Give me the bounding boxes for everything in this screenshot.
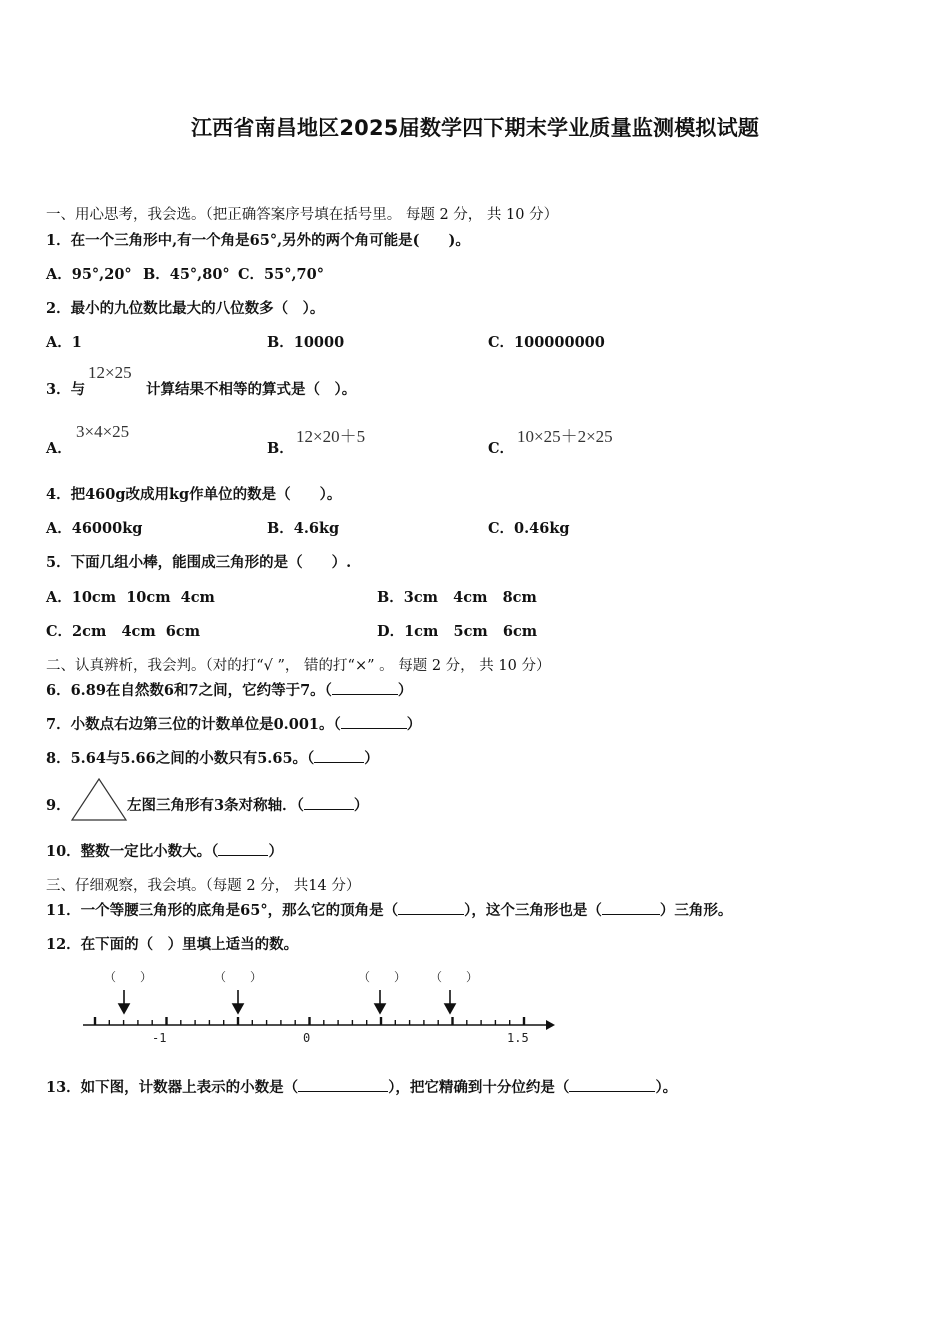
question-2-option-a: A．1	[46, 334, 82, 351]
number-line-blank-2[interactable]: （ ）	[214, 970, 263, 984]
tick-label-one-point-five: 1.5	[507, 1031, 529, 1045]
question-13	[46, 1076, 677, 1097]
question-3-option-c-expression: 10×25＋2×25	[517, 427, 613, 446]
arrow-head-icon	[119, 1004, 129, 1013]
question-2-option-c: C．100000000	[488, 334, 605, 351]
question-10	[46, 840, 283, 861]
answer-blank[interactable]	[304, 797, 354, 810]
question-4-option-c: C．0.46kg	[488, 520, 570, 537]
question-12-stem: 12．在下面的（ ）里填上适当的数。	[46, 936, 299, 953]
tick-label-neg1: -1	[152, 1031, 167, 1045]
number-line-blank-3[interactable]: （ ）	[358, 970, 407, 984]
question-11-part-1: 11．一个等腰三角形的底角是65°，那么它的顶角是（	[46, 902, 399, 919]
question-4-stem: 4．把460g改成用kg作单位的数是（ ）。	[46, 486, 342, 503]
question-3-option-a: A．	[46, 440, 72, 457]
question-3-stem-suffix: 计算结果不相等的算式是（ ）。	[146, 381, 357, 398]
question-9	[127, 794, 368, 815]
question-1-option-b: B．45°,80°	[143, 266, 230, 283]
question-1-option-a: A．95°,20°	[46, 266, 132, 283]
question-5-option-b: B．3cm 4cm 8cm	[377, 589, 537, 606]
triangle-figure	[70, 777, 128, 823]
answer-blank[interactable]	[398, 902, 464, 915]
question-10-close: ）	[268, 843, 283, 860]
question-11	[46, 899, 732, 920]
question-5-option-d: D．1cm 5cm 6cm	[377, 623, 538, 640]
question-8-text: 8．5.64与5.66之间的小数只有5.65。（	[46, 750, 315, 767]
question-13-part-3: ）。	[655, 1079, 678, 1096]
answer-blank[interactable]	[332, 682, 398, 695]
question-11-part-3: ）三角形。	[659, 902, 733, 919]
number-line-blank-4[interactable]: （ ）	[430, 970, 479, 984]
question-5-option-a: A．10cm 10cm 4cm	[46, 589, 215, 606]
question-3-option-b: B．	[267, 440, 294, 457]
question-1-stem: 1．在一个三角形中,有一个角是65°,另外的两个角可能是( )。	[46, 232, 470, 249]
question-5-stem: 5．下面几组小棒，能围成三角形的是（ ）.	[46, 554, 352, 571]
question-9-number: 9．	[46, 797, 71, 814]
section-heading-2: 二、认真辨析，我会判。（对的打“√ ”， 错的打“×” 。 每题 2 分， 共 10 分）	[46, 658, 551, 674]
answer-blank[interactable]	[602, 902, 660, 915]
section-heading-3: 三、仔细观察，我会填。（每题 2 分， 共14 分）	[46, 878, 361, 894]
question-7-text: 7．小数点右边第三位的计数单位是0.001。（	[46, 716, 341, 733]
arrow-head-icon	[375, 1004, 385, 1013]
tick-label-zero: 0	[303, 1031, 311, 1045]
page-title: 江西省南昌地区2025届数学四下期末学业质量监测模拟试题	[190, 116, 760, 140]
question-3-option-a-expression: 3×4×25	[76, 422, 130, 441]
axis-arrow-icon	[546, 1020, 555, 1030]
number-line-figure	[80, 964, 560, 1048]
question-13-part-2: ），把它精确到十分位约是（	[388, 1079, 570, 1096]
question-1-option-c: C．55°,70°	[238, 266, 324, 283]
question-10-text: 10．整数一定比小数大。（	[46, 843, 219, 860]
question-4-option-a: A．46000kg	[46, 520, 143, 537]
question-7	[46, 713, 421, 734]
section-heading-1: 一、用心思考，我会选。（把正确答案序号填在括号里。 每题 2 分， 共 10 分）	[46, 207, 559, 223]
question-6-text: 6．6.89在自然数6和7之间，它约等于7。（	[46, 682, 332, 699]
question-8-close: ）	[364, 750, 379, 767]
question-3-option-c: C．	[488, 440, 515, 457]
answer-blank[interactable]	[298, 1079, 388, 1092]
question-11-part-2: ），这个三角形也是（	[464, 902, 602, 919]
number-line-blank-1[interactable]: （ ）	[104, 970, 153, 984]
answer-blank[interactable]	[569, 1079, 655, 1092]
question-6-close: ）	[397, 682, 413, 699]
answer-blank[interactable]	[314, 750, 364, 763]
answer-blank[interactable]	[218, 843, 268, 856]
question-9-close: ）	[353, 797, 369, 814]
question-9-text: 左图三角形有3条对称轴．（	[127, 797, 304, 814]
question-4-option-b: B．4.6kg	[267, 520, 340, 537]
arrow-head-icon	[445, 1004, 455, 1013]
question-3-stem-prefix: 3．与	[46, 381, 86, 398]
arrow-head-icon	[233, 1004, 243, 1013]
question-3-expression: 12×25	[88, 363, 132, 382]
answer-blank[interactable]	[341, 716, 407, 729]
question-13-part-1: 13．如下图，计数器上表示的小数是（	[46, 1079, 299, 1096]
question-8	[46, 747, 379, 768]
question-2-stem: 2．最小的九位数比最大的八位数多（ ）。	[46, 300, 325, 317]
question-6	[46, 679, 412, 700]
question-7-close: ）	[406, 716, 422, 733]
question-5-option-c: C．2cm 4cm 6cm	[46, 623, 201, 640]
question-3-option-b-expression: 12×20＋5	[296, 427, 366, 446]
question-2-option-b: B．10000	[267, 334, 345, 351]
